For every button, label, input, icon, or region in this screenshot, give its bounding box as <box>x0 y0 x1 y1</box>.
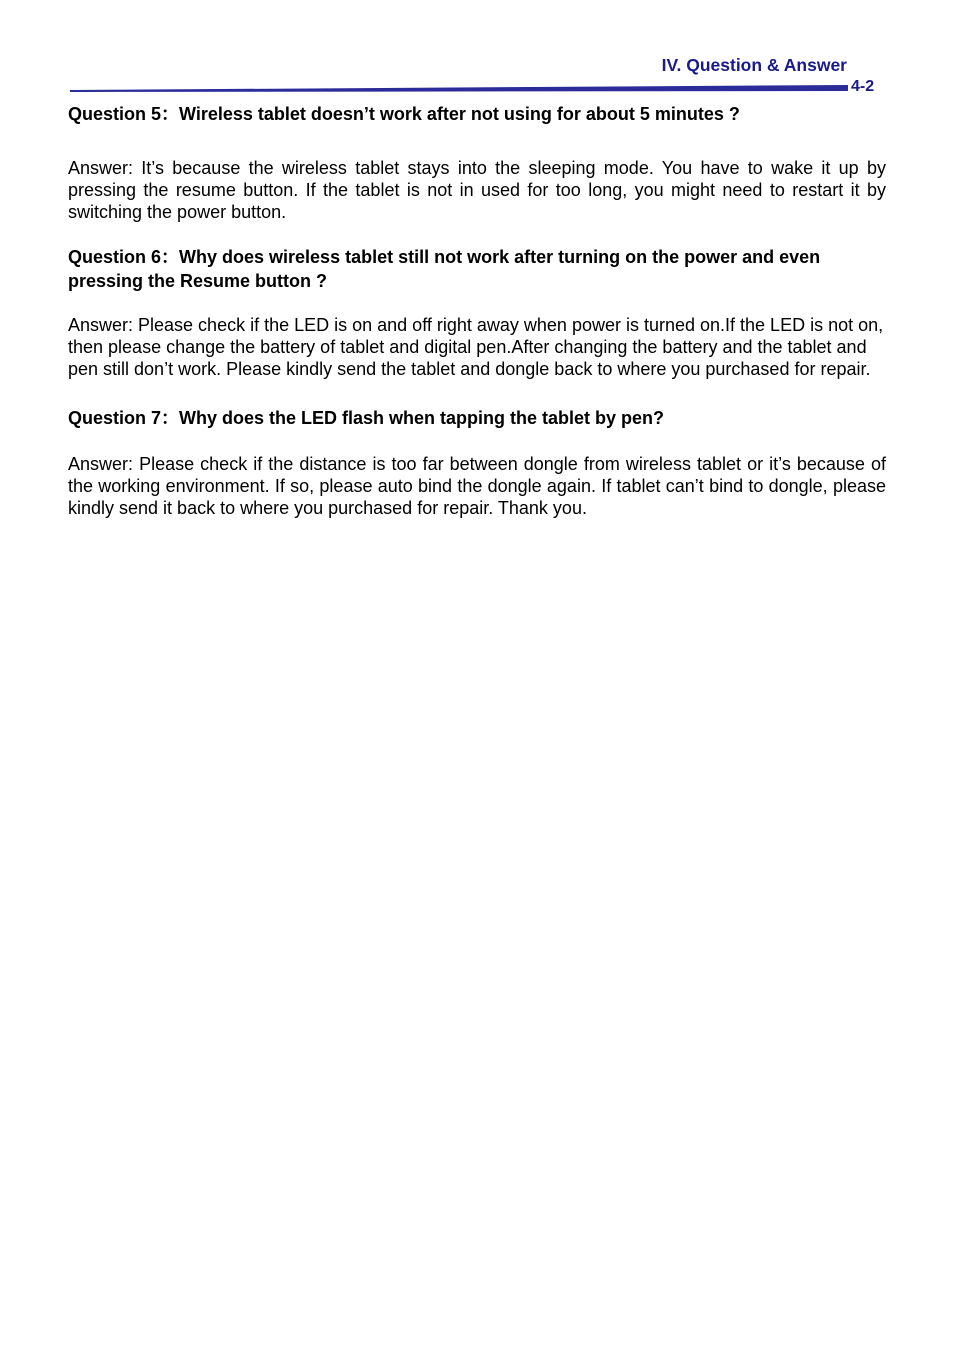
header-rule <box>70 84 848 92</box>
question-7 <box>68 406 886 430</box>
question-6-text: Why does wireless tablet still not work after turning on the power and even pressing the Resume button ? <box>68 247 821 291</box>
answer-6: Answer: Please check if the LED is on and off right away when power is turned on.If the LED is not on, then please change the battery of tablet and digital pen.After changing the battery and the tablet and pen still don’t work. Please kindly send the tablet and dongle back to where you purchased for repair. <box>68 315 884 379</box>
section-title: IV. Question & Answer <box>661 55 847 75</box>
answer-5: Answer: It’s because the wireless tablet stays into the sleeping mode. You have to wake it up by pressing the resume button. If the tablet is not in used for too long, you might need to restart it by switching the power button. <box>68 158 886 222</box>
question-5 <box>68 102 886 126</box>
question-5-label: Question 5： <box>68 104 180 124</box>
page-number: 4-2 <box>851 78 875 95</box>
question-7-label: Question 7： <box>68 408 180 428</box>
qa-content <box>68 102 886 519</box>
answer-7: Answer: Please check if the distance is too far between dongle from wireless tablet or it’s because of the working environment. If so, please auto bind the dongle again. If tablet can’t bind to dongle, please kindly send it back to where you purchased for repair. Thank you. <box>68 454 886 518</box>
question-6-label: Question 6： <box>68 247 180 267</box>
question-7-text: Why does the LED flash when tapping the tablet by pen? <box>179 408 665 428</box>
question-5-text: Wireless tablet doesn’t work after not using for about 5 minutes ? <box>179 104 740 124</box>
question-6 <box>68 245 886 293</box>
